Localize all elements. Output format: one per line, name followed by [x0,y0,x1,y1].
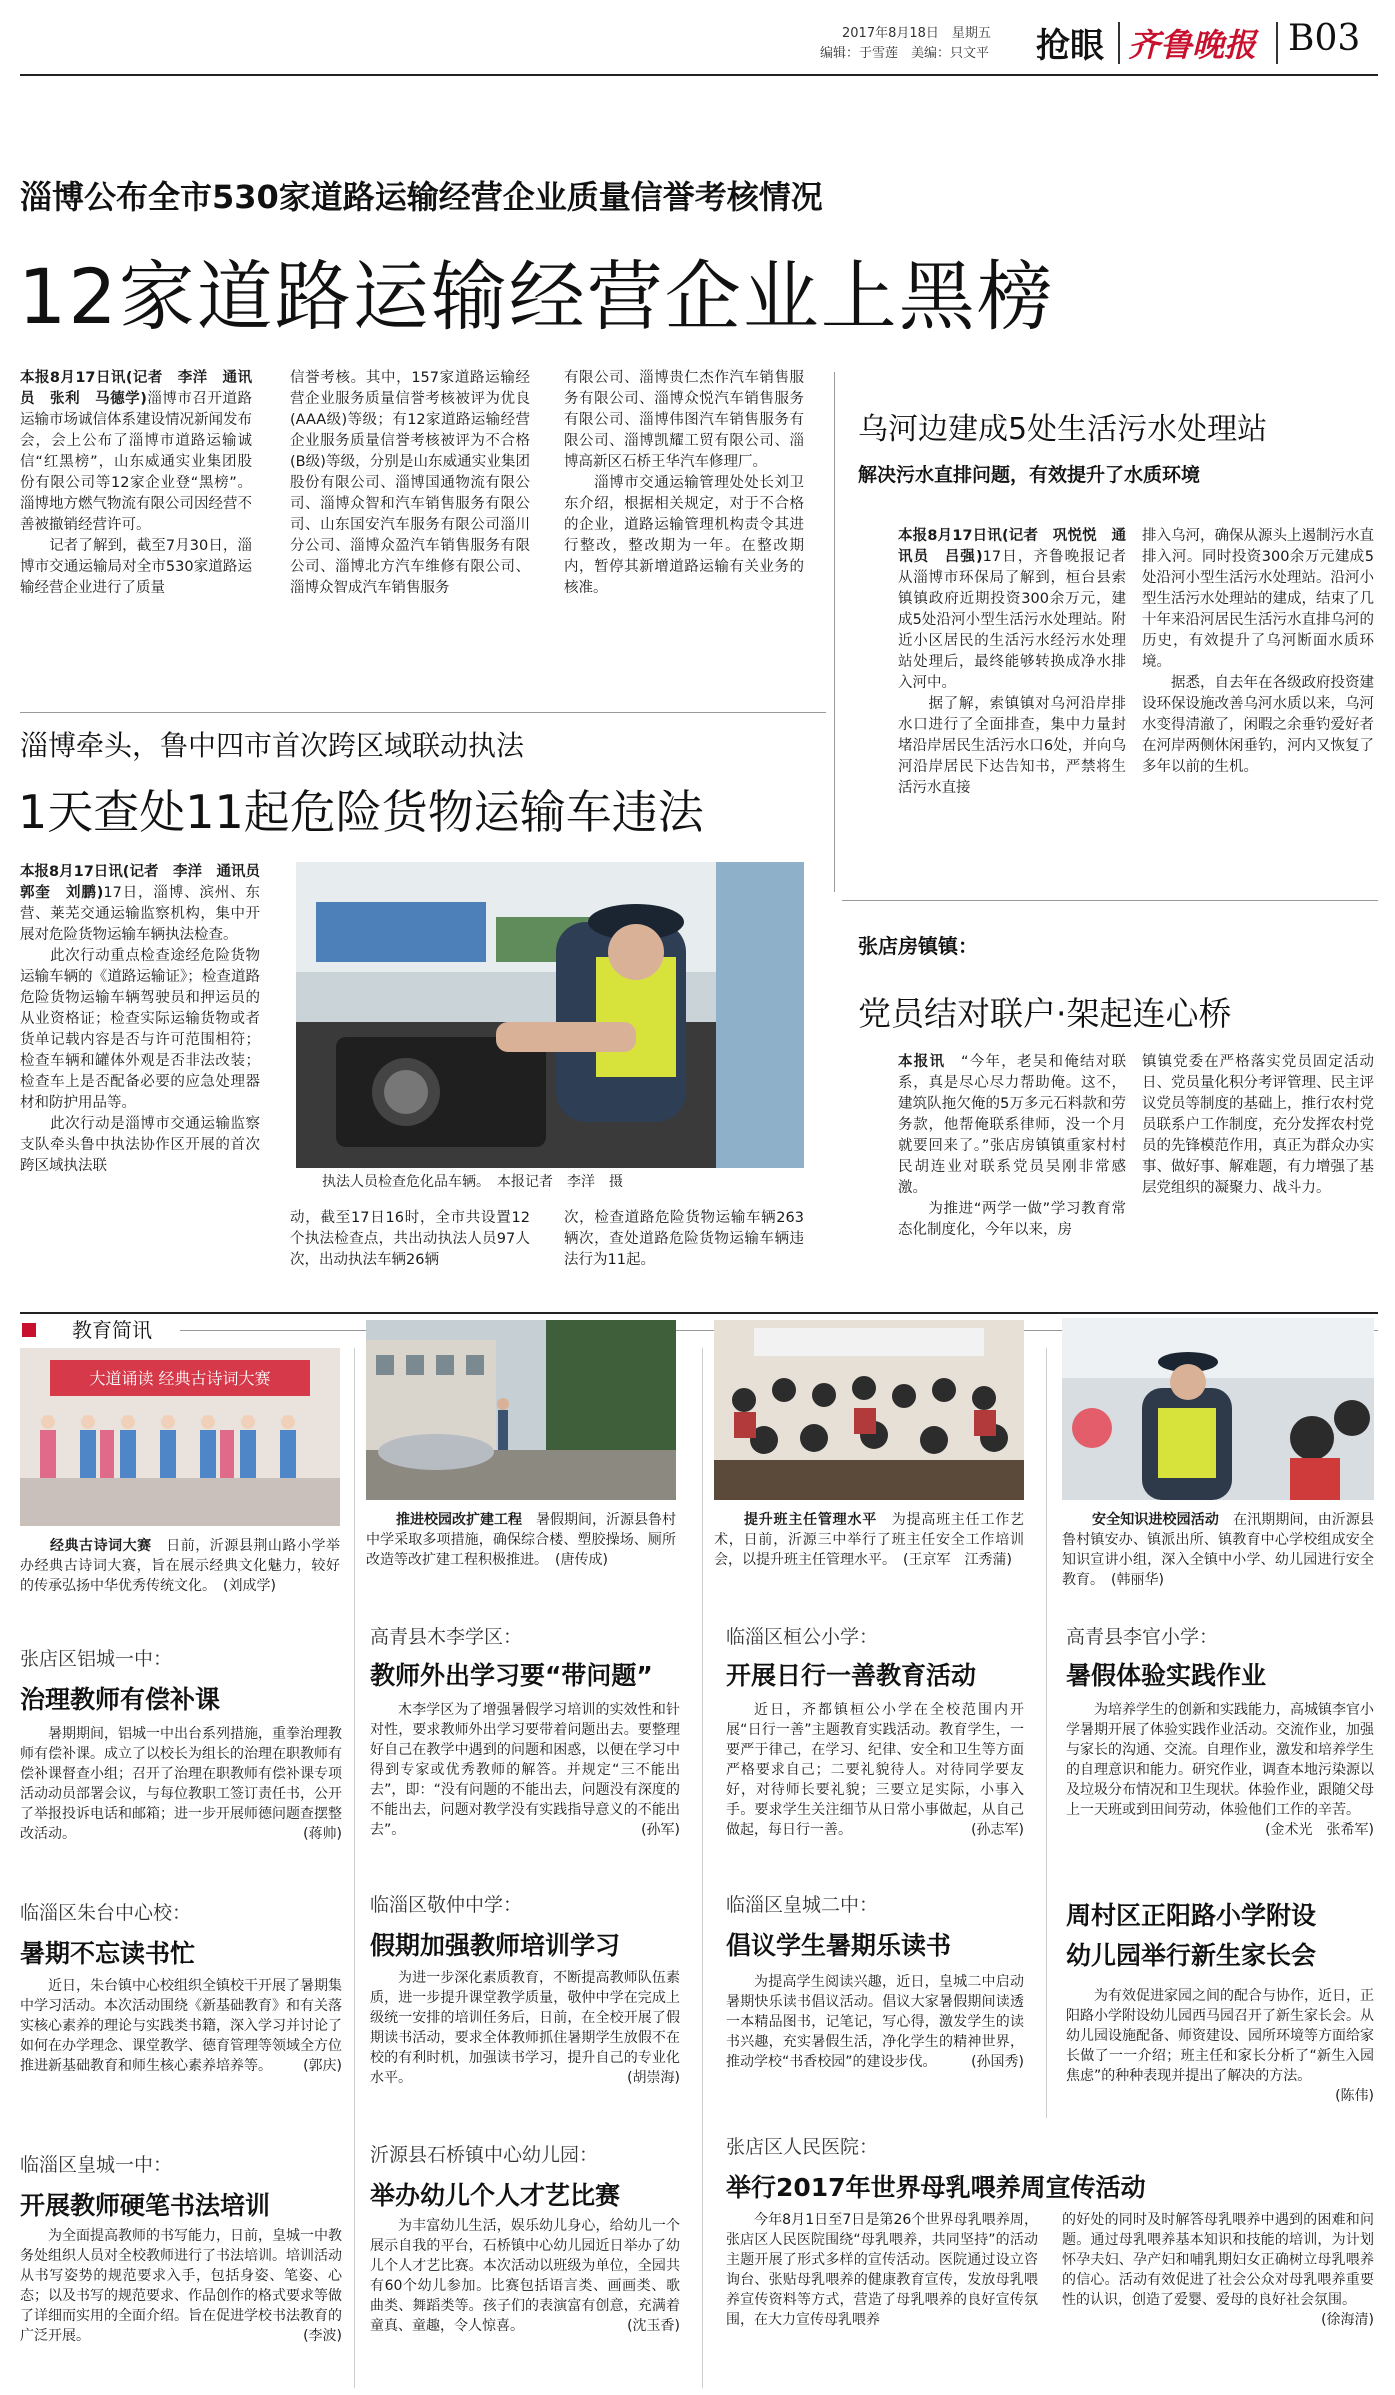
s5-body [370,1968,680,2130]
inspection-photo [296,862,804,1168]
a2-col1 [20,862,275,1314]
s6-by: (沈玉香) [627,2318,680,2334]
a3-text2: 据了解，索镇镇对乌河沿岸排水口进行了全面排查，集中力量封堵沿岸居民生活污水口6处，并向乌河沿岸居民下达告知书，严禁将生活污水直接 [898,696,1126,796]
editor-line: 编辑：于雪莲 美编：只文平 [820,46,990,61]
s7-kicker: 临淄区桓公小学： [726,1626,879,1648]
masthead-divider-2 [1276,22,1278,64]
s4-kicker: 高青县木李学区： [370,1626,523,1648]
n2-caption [366,1510,676,1618]
a2-kicker: 淄博牵头，鲁中四市首次跨区域联动执法 [20,729,525,762]
a3-col2 [1142,526,1374,890]
s8-title: 倡议学生暑期乐读书 [726,1931,952,1960]
a3-divider [834,372,835,892]
teacher-training-photo [714,1320,1024,1500]
s4-title: 教师外出学习要“带问题” [370,1661,653,1690]
date-line: 2017年8月18日 星期五 [842,26,991,41]
a2-text3: 此次行动是淄博市交通运输监察支队牵头鲁中执法协作区开展的首次跨区域执法联 [20,1116,261,1174]
edu-top-rule [20,1312,1378,1314]
paper-logo: 齐鲁晚报 [1128,26,1257,64]
s2-title: 暑期不忘读书忙 [20,1939,196,1968]
s11-kicker: 张店区人民医院： [726,2136,879,2158]
s6-title: 举办幼儿个人才艺比赛 [370,2181,621,2210]
n1-caption-by: (刘成学) [223,1578,276,1594]
a1-byline: 本报8月17日讯(记者 李洋 通讯员 张利 马德学) [20,370,252,407]
a4-title: 党员结对联户·架起连心桥 [858,994,1232,1033]
a2-text1: 17日，淄博、滨州、东营、莱芜交通运输监察机构，集中开展对危险货物运输车辆执法检查。 [20,885,260,943]
s2-by: (郭庆) [303,2058,342,2074]
s5-by: (胡崇海) [627,2070,680,2086]
a4-col2: 镇镇党委在严格落实党员固定活动日、党员量化积分考评管理、民主评议党员等制度的基础上，推行农村党员联系户工作制度，充分发挥农村党员的先锋模范作用，真正为群众办实事、做好事、解难题，有力增强了基层党组织的凝聚力、战斗力。 [1142,1054,1374,1196]
a4-top-rule [842,900,1378,901]
top-rule [20,74,1378,76]
n4-caption [1062,1510,1374,1618]
s5-text: 为进一步深化素质教育，不断提高教师队伍素质，进一步提升课堂教学质量，敬仲中学在完成上级统一安排的培训任务后，日前，在全校开展了假期读书活动，要求全体教师抓住暑期学生放假不在校的有利时机，加强读书学习，提升自己的专业化水平。 [370,1970,680,2086]
s2-body [20,1976,342,2140]
s5-kicker: 临淄区敬仲中学： [370,1894,523,1916]
n4-caption-head: 安全知识进校园活动 [1092,1512,1219,1528]
s3-by: (李波) [303,2328,342,2344]
s11-title: 举行2017年世界母乳喂养周宣传活动 [726,2173,1146,2202]
n4-caption-by: (韩丽华) [1111,1572,1164,1588]
n1-caption-text: 日前，沂源县荆山路小学举办经典古诗词大赛，旨在展示经典文化魅力，较好的传承弘扬中华优秀传统文化。 [20,1538,341,1594]
s7-body [726,1700,1024,1878]
n2-caption-text: 暑假期间，沂源县鲁村中学采取多项措施，确保综合楼、塑胶操场、厕所改造等改扩建工程积极推进。 [366,1512,676,1568]
n2-caption-head: 推进校园改扩建工程 [396,1512,522,1528]
n3-caption-head: 提升班主任管理水平 [744,1512,877,1528]
s1-title: 治理教师有偿补课 [20,1685,221,1714]
a1-col3 [564,368,804,636]
a3-text4: 据悉，自去年在各级政府投资建设环保设施改善乌河水质以来，乌河水变得清澈了，闲暇之余垂钓爱好者在河岸两侧休闲垂钓，河内又恢复了多年以前的生机。 [1142,675,1374,775]
s9-by: (金术光 张希军) [1265,1822,1374,1838]
s4-by: (孙军) [641,1822,680,1838]
s10-by: (陈伟) [1335,2088,1374,2104]
s2-text: 近日，朱台镇中心校组织全镇校干开展了暑期集中学习活动。本次活动围绕《新基础教育》和有关落实核心素养的理论与实践类书籍，深入学习并讨论了如何在办学理念、课堂教学、德育管理等领域全方位推进新基础教育和师生核心素养培养等。 [20,1978,342,2074]
edu-header-square [22,1323,36,1337]
a2-col2: 动，截至17日16时，全市共设置12个执法检查点，共出动执法人员97人次，出动执法车辆26辆 [290,1210,530,1268]
s10-title-2: 幼儿园举行新生家长会 [1066,1941,1317,1970]
n3-caption-by: (王京军 江秀蒲) [903,1552,1012,1568]
a1-title: 12家道路运输经营企业上黑榜 [18,252,1055,341]
a4-byline: 本报讯 [898,1054,946,1070]
s2-kicker: 临淄区朱台中心校： [20,1902,192,1924]
edu-divider-3 [1046,1348,1047,2118]
a2-byline: 本报8月17日讯(记者 李洋 通讯员 郭奎 刘鹏) [20,864,275,901]
s10-title-1: 周村区正阳路小学附设 [1066,1901,1317,1930]
a3-col1 [898,526,1126,890]
s1-by: (蒋帅) [303,1826,342,1842]
masthead-divider [1118,22,1120,64]
s4-text: 木李学区为了增强暑假学习培训的实效性和针对性，要求教师外出学习要带着问题出去。要整理好自己在教学中遇到的问题和困惑，以便在学习中得到专家或优秀教师的解答。并规定“三不能出去”，即：“没有问题的不能出去，问题没有深度的不能出去，问题对教学没有实践指导意义的不能出去”。 [370,1702,680,1838]
a3-text3: 排入乌河，确保从源头上遏制污水直排入河。同时投资300余万元建成5处沿河小型生活污水处理站。沿河小型生活污水处理站的建成，结束了几十年来沿河居民生活污水直排乌河的历史，有效提升了乌河断面水质环境。 [1142,528,1374,670]
a1-text4: 淄博市交通运输管理处处长刘卫东介绍，根据相关规定，对于不合格的企业，道路运输管理机构责令其进行整改，整改期为一年。在整改期内，暂停其新增道路运输有关业务的核准。 [564,475,805,596]
s8-by: (孙国秀) [971,2054,1024,2070]
a1-col2: 信誉考核。其中，157家道路运输经营企业服务质量信誉考核被评为优良(AAA级)等级；有12家道路运输经营企业服务质量信誉考核被评为不合格(B级)等级，分别是山东威通实业集团股份有限公司、淄博国通物流有限公司、淄博众智和汽车销售服务有限公司、山东国安汽车服务有限公司淄川分公司、淄博众盈汽车销售服务有限公司、淄博北方汽车维修有限公司、淄博众智成汽车销售服务 [290,370,530,596]
safety-lesson-photo [1062,1318,1374,1500]
s7-text: 近日，齐都镇桓公小学在全校范围内开展“日行一善”主题教育实践活动。教育学生，一要严于律己，在学习、纪律、安全和卫生等方面严格要求自己；二要礼貌待人。对待同学要友好，对待师长要礼貌；三要立足实际，小事入手。要求学生关注细节从日常小事做起，从自己做起，每日行一善。 [726,1702,1024,1838]
poetry-contest-photo [20,1348,340,1526]
n4-caption-text: 在汛期期间，由沂源县鲁村镇安办、镇派出所、镇教育中心学校组成安全知识宣讲小组，深入全镇中小学、幼儿园进行安全教育。 [1062,1512,1375,1588]
s11-text2: 的好处的同时及时解答母乳喂养中遇到的困难和问题。通过母乳喂养基本知识和技能的培训，为计划怀孕夫妇、孕产妇和哺乳期妇女正确树立母乳喂养的信心。活动有效促进了社会公众对母乳喂养重要性的认识，创造了爱婴、爱母的良好社会氛围。 [1062,2212,1374,2308]
n3-caption-text: 为提高班主任工作艺术，日前，沂源三中举行了班主任安全工作培训会，以提升班主任管理水平。 [714,1512,1025,1568]
s6-body [370,2216,680,2390]
s9-body [1066,1700,1374,1880]
s10-text: 为有效促进家园之间的配合与协作，近日，正阳路小学附设幼儿园西马园召开了新生家长会。从幼儿园设施配备、师资建设、园所环境等方面给家长做了一一介绍；班主任和家长分析了“新生入园焦虑”的种种表现并提出了解决的方法。 [1066,1988,1374,2084]
s3-kicker: 临淄区皇城一中： [20,2154,173,2176]
a1-text3: 有限公司、淄博贵仁杰作汽车销售服务有限公司、淄博众悦汽车销售服务有限公司、淄博伟图汽车销售服务有限公司、淄博凯耀工贸有限公司、淄博高新区石桥王华汽车修理厂。 [564,370,804,470]
campus-construction-photo [366,1320,676,1500]
a1-col1 [20,368,252,636]
s7-by: (孙志军) [971,1822,1024,1838]
a4-col1 [898,1052,1126,1314]
a2-text2: 此次行动重点检查途经危险货物运输车辆的《道路运输证》；检查道路危险货物运输车辆驾驶员和押运员的从业资格证；检查实际运输货物或者货单记载内容是否与许可范围相符；检查车辆和罐体外观是否非法改装；检查车上是否配备必要的应急处理器材和防护用品等。 [20,948,261,1111]
a1-text2: 记者了解到，截至7月30日，淄博市交通运输局对全市530家道路运输经营企业进行了质量 [20,538,252,596]
s4-body [370,1700,680,1880]
a3-byline: 本报8月17日讯(记者 巩悦悦 通讯员 吕强) [898,528,1126,565]
a4-kicker: 张店房镇镇： [858,934,978,958]
a2-col3: 次，检查道路危险货物运输车辆263辆次，查处道路危险货物运输车辆违法行为11起。 [564,1210,804,1268]
a1-text1: 淄博市召开道路运输市场诚信体系建设情况新闻发布会，会上公布了淄博市道路运输诚信“红黑榜”，山东威通实业集团股份有限公司等12家企业登“黑榜”。淄博地方燃气物流有限公司因经营不善被撤销经营许可。 [20,391,252,533]
s8-kicker: 临淄区皇城二中： [726,1894,879,1916]
a2-title: 1天查处11起危险货物运输车违法 [18,785,704,839]
n2-caption-by: (唐传成) [555,1552,608,1568]
s8-text: 为提高学生阅读兴趣，近日，皇城二中启动暑期快乐读书倡议活动。倡议大家暑假期间读透一本精品图书，记笔记，写心得，激发学生的读书兴趣，充实暑假生活，净化学生的精神世界，推动学校“书香校园”的建设步伐。 [726,1974,1024,2070]
s6-kicker: 沂源县石桥镇中心幼儿园： [370,2144,599,2166]
s11-by: (徐海清) [1321,2312,1374,2328]
s3-text: 为全面提高教师的书写能力，日前，皇城一中教务处组织人员对全校教师进行了书法培训。培训活动从书写姿势的规范要求入手，包括身姿、笔姿、心态；以及书写的规范要求、作品创作的格式要求等做了详细而实用的全面介绍。旨在促进学校书法教育的广泛开展。 [20,2228,342,2344]
s9-text: 为培养学生的创新和实践能力，高城镇李官小学暑期开展了体验实践作业活动。交流作业，加强与家长的沟通、交流。自理作业，激发和培养学生的自理意识和能力。研究作业，调查本地污染源以及垃圾分布情况和卫生现状。体验作业，跟随父母上一天班或到田间劳动，体验他们工作的辛苦。 [1066,1702,1374,1818]
edu-divider-1 [354,1348,355,2388]
s1-kicker: 张店区铝城一中： [20,1648,173,1670]
a2-top-rule [20,712,826,713]
s1-text: 暑期期间，铝城一中出台系列措施，重拳治理教师有偿补课。成立了以校长为组长的治理在职教师有偿补课督查小组；召开了治理在职教师有偿补课专项活动动员部署会议，与每位教职工签订责任书，公开了举报投诉电话和邮箱；进一步开展师德问题查摆整改活动。 [20,1726,342,1842]
a3-text1: 17日，齐鲁晚报记者从淄博市环保局了解到，桓台县索镇镇政府近期投资300余万元，建成5处沿河小型生活污水处理站。附近小区居民的生活污水经污水处理站处理后，最终能够转换成净水排入河中。 [898,549,1126,691]
poetry-banner-text: 大道诵读 经典古诗词大赛 [89,1369,271,1388]
s11-col1: 今年8月1日至7日是第26个世界母乳喂养周，张店区人民医院围绕“母乳喂养，共同坚持”的活动主题开展了形式多样的宣传活动。医院通过设立咨询台、张贴母乳喂养的健康教育宣传，发放母乳喂养宣传资料等方式，营造了母乳喂养的良好宣传氛围，在大力宣传母乳喂养 [726,2212,1038,2328]
s3-body [20,2226,342,2390]
s1-body [20,1724,342,1884]
s5-title: 假期加强教师培训学习 [370,1931,621,1960]
s10-body [1066,1986,1374,2116]
a4-text1: “今年，老吴和俺结对联系，真是尽心尽力帮助俺。这不，建筑队拖欠俺的5万多元石料款和劳务款，他帮俺联系律师，没一个月就要回来了。”张店房镇镇重家村村民胡连业对联系党员吴刚非常感激。 [898,1054,1126,1196]
edu-header: 教育简讯 [72,1318,152,1342]
s7-title: 开展日行一善教育活动 [726,1661,977,1690]
s3-title: 开展教师硬笔书法培训 [20,2191,271,2220]
a2-photo-caption: 执法人员检查危化品车辆。 本报记者 李洋 摄 [322,1174,623,1190]
a3-title: 乌河边建成5处生活污水处理站 [858,412,1268,447]
a3-subtitle: 解决污水直排问题，有效提升了水质环境 [858,464,1201,486]
a4-text2: 为推进“两学一做”学习教育常态化制度化，今年以来，房 [898,1201,1127,1238]
section-name: 抢眼 [1036,26,1104,66]
page-number: B03 [1288,18,1361,59]
s9-title: 暑假体验实践作业 [1066,1661,1267,1690]
n1-caption [20,1536,340,1620]
edu-divider-2 [702,1348,703,2388]
s8-body [726,1972,1024,2120]
s9-kicker: 高青县李官小学： [1066,1626,1219,1648]
a1-kicker: 淄博公布全市530家道路运输经营企业质量信誉考核情况 [20,178,823,216]
n3-caption [714,1510,1024,1618]
s11-col2 [1062,2210,1374,2390]
s6-text: 为丰富幼儿生活，娱乐幼儿身心，给幼儿一个展示自我的平台，石桥镇中心幼儿园近日举办了幼儿个人才艺比赛。本次活动以班级为单位，全园共有60个幼儿参加。比赛包括语言类、画画类、歌曲类、舞蹈类等。孩子们的表演富有创意，充满着童真、童趣，令人惊喜。 [370,2218,680,2334]
n1-caption-head: 经典古诗词大赛 [50,1538,152,1554]
